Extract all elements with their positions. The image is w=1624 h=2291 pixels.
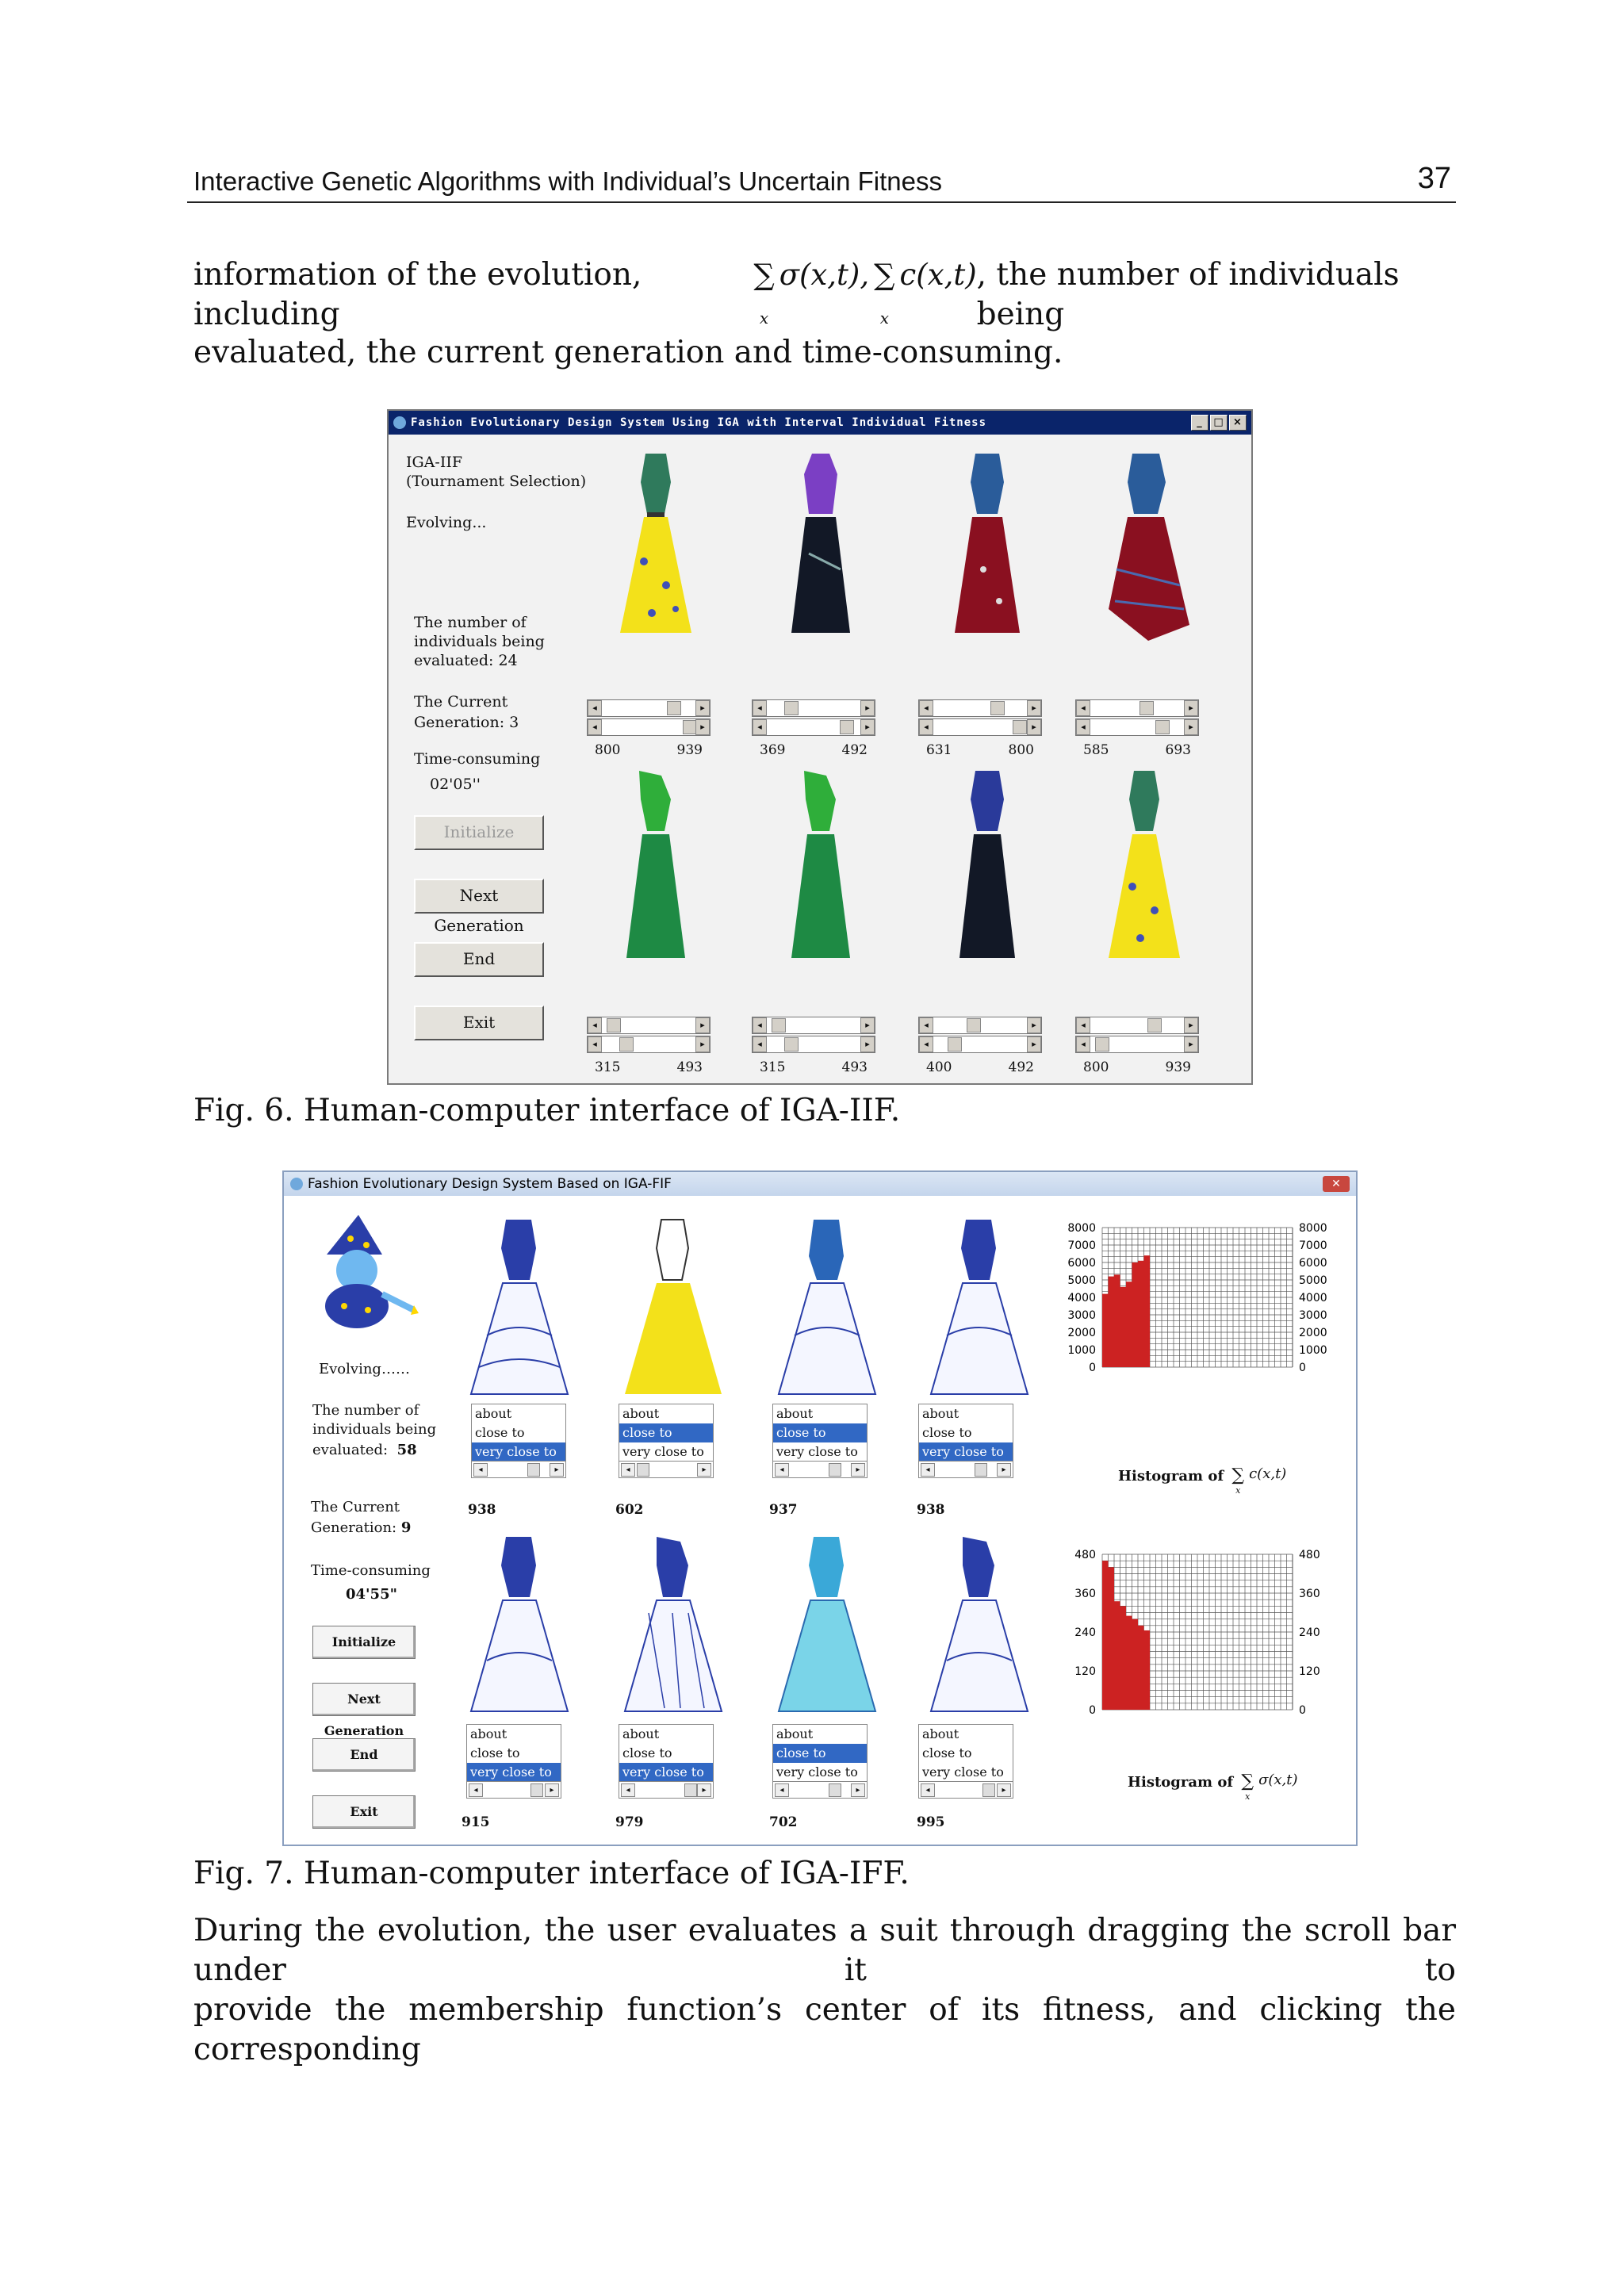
option-close-to[interactable]: close to	[773, 1744, 867, 1763]
range-upper: 693	[1165, 742, 1191, 758]
y-tick-label-left: 5000	[1067, 1274, 1096, 1287]
num-value: 58	[396, 1442, 417, 1458]
histogram-bar	[1120, 1606, 1127, 1710]
y-tick-label-right: 7000	[1299, 1239, 1327, 1252]
dress-image	[777, 768, 864, 969]
gen-value: 9	[400, 1519, 412, 1536]
y-tick-label-right: 120	[1299, 1665, 1320, 1678]
listbox-scrollbar[interactable]: ◂ ▸	[773, 1781, 867, 1798]
range-upper: 939	[1165, 1059, 1191, 1075]
dress-image	[463, 1534, 574, 1718]
gen-label-1: The Current	[311, 1499, 400, 1515]
selection-label: (Tournament Selection)	[406, 473, 587, 490]
range-upper: 493	[841, 1059, 868, 1075]
histogram-bar	[1102, 1294, 1109, 1367]
fitness-value: 937	[769, 1502, 798, 1518]
fitness-interval-scrollbar[interactable]: ◂ ▸ ◂ ▸	[752, 699, 875, 737]
wizard-mascot-icon	[295, 1207, 422, 1334]
y-tick-label-left: 8000	[1067, 1222, 1096, 1235]
initialize-button[interactable]: Initialize	[312, 1626, 416, 1659]
histogram-bar	[1144, 1630, 1151, 1710]
option-about[interactable]: about	[922, 1726, 959, 1741]
fitness-interval-scrollbar[interactable]: ◂ ▸ ◂ ▸	[752, 1017, 875, 1055]
option-very-close-to[interactable]: very close to	[776, 1444, 858, 1459]
fitness-interval-scrollbar[interactable]: ◂ ▸ ◂ ▸	[918, 1017, 1042, 1055]
dress-image	[1101, 768, 1188, 969]
method-name: IGA-IIF	[406, 454, 463, 471]
histogram-bar	[1109, 1567, 1115, 1710]
sum-subscript-1: x	[759, 308, 769, 328]
range-lower: 800	[595, 742, 621, 758]
fitness-listbox[interactable]	[918, 1724, 1013, 1799]
dress-image	[944, 768, 1031, 969]
gen-label-1: The Current	[414, 693, 508, 711]
dress-image	[923, 1534, 1034, 1718]
running-title: Interactive Genetic Algorithms with Individual’s Uncertain Fitness	[193, 167, 942, 196]
range-lower: 369	[760, 742, 786, 758]
listbox-scrollbar[interactable]: ◂ ▸	[472, 1461, 565, 1477]
y-tick-label-left: 7000	[1067, 1239, 1096, 1252]
hist1-expr: c(x,t)	[1249, 1465, 1287, 1482]
range-lower: 315	[760, 1059, 786, 1075]
paragraph-1-trail: , the number of individuals being	[976, 257, 1400, 332]
fitness-listbox[interactable]	[772, 1404, 868, 1478]
histogram-bar	[1138, 1261, 1144, 1367]
y-tick-label-left: 4000	[1067, 1292, 1096, 1304]
hist1-sub: x	[1235, 1485, 1241, 1496]
fitness-interval-scrollbar[interactable]: ◂ ▸ ◂ ▸	[1075, 1017, 1199, 1055]
histogram-sigma	[1061, 1546, 1331, 1721]
range-upper: 492	[841, 742, 868, 758]
option-about[interactable]: about	[470, 1726, 508, 1741]
option-about[interactable]: about	[622, 1726, 660, 1741]
interval-range	[752, 742, 875, 758]
histogram-c	[1061, 1220, 1331, 1378]
y-tick-label-right: 5000	[1299, 1274, 1327, 1287]
sigma-sum-2: ∑ x	[874, 255, 894, 338]
exit-button[interactable]: Exit	[414, 1006, 544, 1040]
option-about[interactable]: about	[622, 1406, 660, 1421]
hist1-sigma: ∑ x	[1231, 1465, 1245, 1496]
y-tick-label-left: 2000	[1067, 1327, 1096, 1339]
histogram-bar	[1109, 1277, 1115, 1367]
end-button[interactable]: End	[312, 1738, 416, 1772]
interval-range	[918, 742, 1042, 758]
y-tick-label-right: 3000	[1299, 1309, 1327, 1322]
histogram-bar	[1144, 1255, 1151, 1367]
option-close-to[interactable]: close to	[773, 1423, 867, 1442]
paragraph-3-line-1: During the evolution, the user evaluates a suit through dragging the scroll bar under it to	[193, 1913, 1456, 1988]
listbox-scrollbar[interactable]: ◂ ▸	[467, 1781, 561, 1798]
sum-subscript-2: x	[879, 308, 889, 328]
formula-sigma-term: σ(x,t),	[779, 258, 870, 292]
interval-range	[918, 1059, 1042, 1075]
option-very-close-to[interactable]: very close to	[619, 1763, 713, 1782]
num-label-2: individuals being	[414, 633, 545, 650]
window-title: Fashion Evolutionary Design System Based on IGA-FIF	[308, 1176, 672, 1192]
y-tick-label-left: 0	[1089, 1362, 1096, 1374]
y-tick-label-right: 6000	[1299, 1257, 1327, 1270]
option-very-close-to[interactable]: very close to	[467, 1763, 561, 1782]
formula-sums	[750, 255, 976, 338]
y-tick-label-left: 0	[1089, 1704, 1096, 1717]
range-upper: 493	[676, 1059, 703, 1075]
y-tick-label-left: 3000	[1067, 1309, 1096, 1322]
fitness-value: 702	[769, 1814, 798, 1830]
listbox-scrollbar[interactable]: ◂ ▸	[919, 1781, 1013, 1798]
close-button[interactable]: ×	[1229, 415, 1247, 431]
y-tick-label-right: 1000	[1299, 1344, 1327, 1357]
dress-image	[612, 450, 699, 644]
y-tick-label-right: 8000	[1299, 1222, 1327, 1235]
y-tick-label-left: 360	[1074, 1588, 1096, 1600]
window-titlebar	[284, 1172, 1356, 1196]
num-label-1: The number of	[414, 614, 527, 631]
fitness-interval-scrollbar[interactable]: ◂ ▸ ◂ ▸	[918, 699, 1042, 737]
formula-c-term: c(x,t)	[899, 258, 977, 292]
dress-image	[923, 1216, 1034, 1399]
num-label-3: evaluated:	[312, 1442, 389, 1458]
range-upper: 492	[1008, 1059, 1034, 1075]
range-upper: 800	[1008, 742, 1034, 758]
histogram-bar	[1138, 1626, 1144, 1710]
paragraph-1-line-2: evaluated, the current generation and time-consuming.	[193, 335, 1063, 370]
histogram-sigma-caption-label: Histogram of	[1128, 1774, 1234, 1791]
status-label: Evolving……	[319, 1361, 410, 1377]
listbox-scrollbar[interactable]: ◂ ▸	[773, 1461, 867, 1477]
next-generation-button[interactable]: Next Generation	[414, 879, 544, 914]
y-tick-label-left: 480	[1074, 1549, 1096, 1561]
histogram-bar	[1126, 1616, 1132, 1710]
interval-range	[1075, 742, 1199, 758]
listbox-scrollbar[interactable]: ◂ ▸	[619, 1461, 713, 1477]
fitness-listbox[interactable]	[466, 1724, 561, 1799]
fitness-value: 938	[917, 1502, 945, 1518]
gen-label-2: Generation:	[414, 714, 505, 731]
window-title: Fashion Evolutionary Design System Using IGA with Interval Individual Fitness	[411, 416, 987, 429]
page-number: 37	[1417, 162, 1451, 195]
interval-range	[1075, 1059, 1199, 1075]
paragraph-1-lead: information of the evolution, including	[193, 257, 642, 332]
histogram-bar	[1132, 1262, 1139, 1367]
interval-range	[587, 1059, 710, 1075]
num-value: 24	[498, 652, 518, 669]
initialize-button[interactable]: Initialize	[414, 815, 544, 850]
gen-value: 3	[509, 714, 519, 731]
range-lower: 585	[1083, 742, 1109, 758]
fitness-value: 915	[462, 1814, 490, 1830]
header-rule	[187, 201, 1456, 203]
range-lower: 315	[595, 1059, 621, 1075]
option-very-close-to[interactable]: very close to	[776, 1764, 858, 1780]
time-label: Time-consuming	[311, 1562, 431, 1579]
dress-image	[777, 450, 864, 644]
interval-range	[587, 742, 710, 758]
hist2-sub: x	[1245, 1791, 1251, 1802]
fitness-value: 602	[615, 1502, 644, 1518]
fitness-interval-scrollbar[interactable]: ◂ ▸ ◂ ▸	[587, 699, 710, 737]
y-tick-label-left: 1000	[1067, 1344, 1096, 1357]
listbox-scrollbar[interactable]: ◂ ▸	[619, 1781, 713, 1798]
listbox-scrollbar[interactable]: ◂ ▸	[919, 1461, 1013, 1477]
status-label: Evolving...	[406, 514, 487, 531]
histogram-bar	[1120, 1287, 1127, 1367]
option-about[interactable]: about	[776, 1406, 814, 1421]
histogram-bar	[1132, 1619, 1139, 1710]
option-very-close-to[interactable]: very close to	[922, 1764, 1004, 1780]
figure-6-caption: Fig. 6. Human-computer interface of IGA-IIF.	[193, 1093, 901, 1128]
histogram-bar	[1102, 1561, 1109, 1710]
option-about[interactable]: about	[776, 1726, 814, 1741]
fitness-listbox[interactable]	[918, 1404, 1013, 1478]
y-tick-label-right: 360	[1299, 1588, 1320, 1600]
next-generation-button[interactable]: Next Generation	[312, 1683, 416, 1716]
option-close-to[interactable]: close to	[922, 1425, 972, 1440]
y-tick-label-left: 120	[1074, 1665, 1096, 1678]
histogram-c-caption	[1118, 1465, 1286, 1496]
option-about[interactable]: about	[475, 1406, 512, 1421]
histogram-bar	[1114, 1601, 1120, 1710]
histogram-sigma-formula	[1238, 1772, 1297, 1802]
y-tick-label-right: 0	[1299, 1704, 1306, 1717]
iga-fif-window	[282, 1170, 1358, 1846]
interval-range	[752, 1059, 875, 1075]
time-label: Time-consuming	[414, 750, 541, 768]
y-tick-label-right: 2000	[1299, 1327, 1327, 1339]
paragraph-3	[193, 1911, 1456, 2070]
y-tick-label-right: 4000	[1299, 1292, 1327, 1304]
num-label-3: evaluated:	[414, 652, 494, 669]
fitness-value: 979	[615, 1814, 644, 1830]
close-button[interactable]: ✕	[1323, 1176, 1350, 1192]
option-about[interactable]: about	[922, 1406, 959, 1421]
minimize-button[interactable]: _	[1191, 415, 1208, 431]
y-tick-label-left: 6000	[1067, 1257, 1096, 1270]
time-value: 04'55"	[346, 1586, 397, 1603]
exit-button[interactable]: Exit	[312, 1795, 416, 1829]
dress-image	[771, 1216, 882, 1399]
range-lower: 800	[1083, 1059, 1109, 1075]
dress-image	[944, 450, 1031, 644]
paragraph-1	[193, 255, 1456, 338]
fitness-listbox[interactable]	[772, 1724, 868, 1799]
range-lower: 400	[926, 1059, 952, 1075]
option-close-to[interactable]: close to	[922, 1745, 972, 1760]
option-close-to[interactable]: close to	[470, 1745, 520, 1760]
fitness-value: 995	[917, 1814, 945, 1830]
fitness-interval-scrollbar[interactable]: ◂ ▸ ◂ ▸	[587, 1017, 710, 1055]
app-icon	[290, 1178, 303, 1190]
iga-iif-window	[387, 409, 1253, 1085]
y-tick-label-left: 240	[1074, 1626, 1096, 1639]
dress-image	[617, 1216, 728, 1399]
num-label-2: individuals being	[312, 1421, 437, 1438]
app-icon	[393, 416, 406, 429]
time-value: 02'05''	[430, 776, 481, 793]
fitness-listbox[interactable]	[619, 1404, 714, 1478]
histogram-c-caption-label: Histogram of	[1118, 1468, 1224, 1485]
option-close-to[interactable]: close to	[475, 1425, 525, 1440]
hist2-expr: σ(x,t)	[1258, 1772, 1298, 1788]
gen-label-2: Generation:	[311, 1519, 397, 1536]
fitness-value: 938	[468, 1502, 496, 1518]
y-tick-label-right: 240	[1299, 1626, 1320, 1639]
fitness-listbox[interactable]	[471, 1404, 566, 1478]
fitness-interval-scrollbar[interactable]: ◂ ▸ ◂ ▸	[1075, 699, 1199, 737]
dress-image	[1101, 450, 1196, 644]
range-lower: 631	[926, 742, 952, 758]
paragraph-3-line-2: provide the membership function’s center of its fitness, and clicking the corresponding	[193, 1992, 1456, 2067]
histogram-c-formula	[1228, 1465, 1286, 1496]
figure-7-caption: Fig. 7. Human-computer interface of IGA-IFF.	[193, 1856, 910, 1891]
y-tick-label-right: 0	[1299, 1362, 1306, 1374]
histogram-sigma-caption	[1128, 1772, 1298, 1802]
end-button[interactable]: End	[414, 942, 544, 977]
histogram-bar	[1126, 1282, 1132, 1367]
option-close-to[interactable]: close to	[619, 1423, 713, 1442]
window-titlebar	[389, 411, 1251, 435]
hist2-sigma: ∑ x	[1241, 1772, 1254, 1802]
option-very-close-to[interactable]: very close to	[622, 1444, 704, 1459]
dress-image	[617, 1534, 728, 1718]
sigma-sum-1: ∑ x	[753, 255, 774, 338]
dress-image	[612, 768, 699, 969]
fitness-listbox[interactable]	[619, 1724, 714, 1799]
range-upper: 939	[676, 742, 703, 758]
num-label-1: The number of	[312, 1402, 419, 1419]
dress-image	[771, 1534, 882, 1718]
option-very-close-to[interactable]: very close to	[472, 1442, 565, 1462]
option-close-to[interactable]: close to	[622, 1745, 672, 1760]
histogram-bar	[1114, 1274, 1120, 1367]
y-tick-label-right: 480	[1299, 1549, 1320, 1561]
dress-image	[463, 1216, 574, 1399]
maximize-button[interactable]: □	[1210, 415, 1228, 431]
option-very-close-to[interactable]: very close to	[919, 1442, 1013, 1462]
